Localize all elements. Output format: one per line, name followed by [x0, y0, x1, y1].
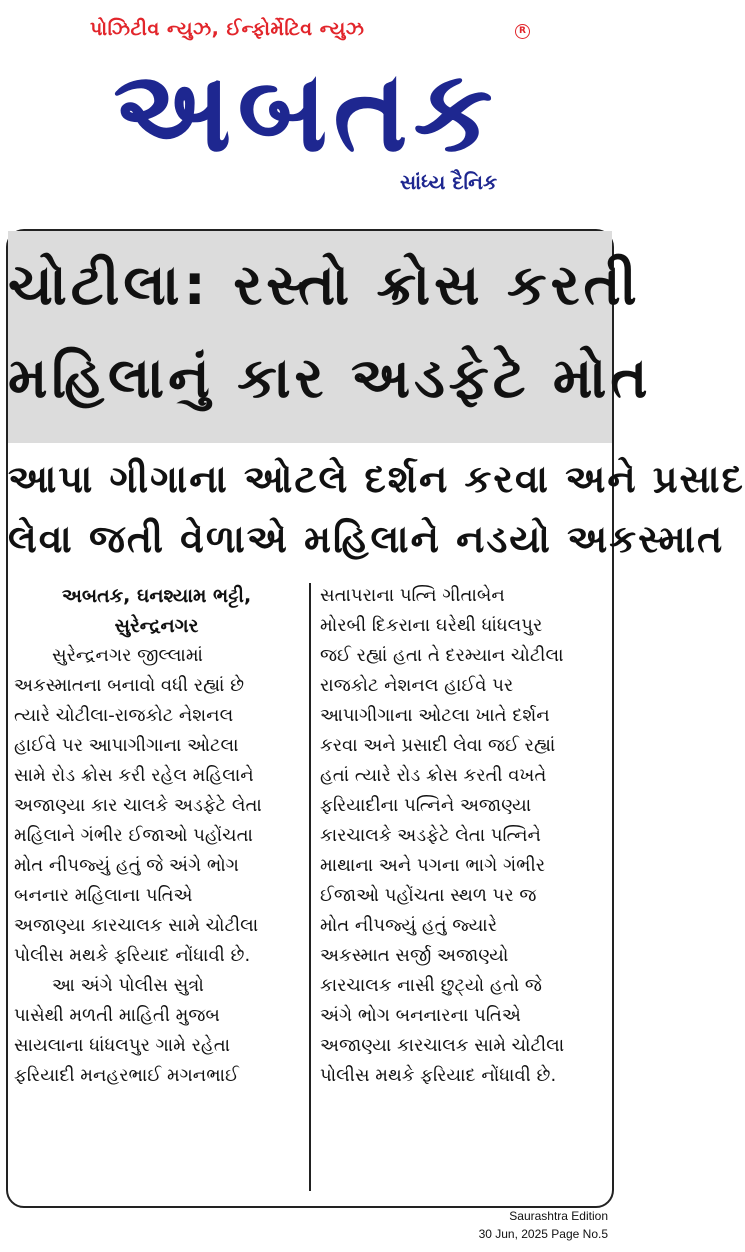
- article-text-line: કારચાલકે અડફેટે લેતા પત્નિને: [320, 825, 541, 846]
- article-text-line: સામે રોડ ક્રોસ કરી રહેલ મહિલાને: [14, 765, 254, 786]
- headline-line-1: ચોટીલા: રસ્તો ક્રોસ કરતી: [8, 253, 641, 318]
- article-text-line: પાસેથી મળતી માહિતી મુજબ: [14, 1005, 220, 1026]
- article-text-line: અજાણ્યા કાર ચાલકે અડફેટે લેતા: [14, 795, 262, 816]
- article-text-line: અજાણ્યા કારચાલક સામે ચોટીલા: [14, 915, 259, 936]
- byline-line: અબતક, ઘનશ્યામ ભટ્ટી,: [61, 585, 252, 607]
- left-column-text: [14, 641, 299, 1091]
- edition-name: Saurashtra Edition: [509, 1209, 608, 1223]
- subheadline-line-2: લેવા જતી વેળાએ મહિલાને નડયો અકસ્માત: [8, 517, 725, 561]
- article-text-line: મોત નીપજ્યું હતું જે અંગે ભોગ: [14, 855, 239, 876]
- article-text-line: હતાં ત્યારે રોડ ક્રોસ કરતી વખતે: [320, 765, 547, 786]
- article-text-line: અકસ્માત સર્જી અજાણ્યો: [320, 945, 509, 966]
- article-text-line: ત્યારે ચોટીલા-રાજકોટ નેશનલ: [14, 705, 234, 726]
- article-text-line: સતાપરાના પત્નિ ગીતાબેન: [320, 585, 505, 606]
- article-text-line: સાયલાના ધાંધલપુર ગામે રહેતા: [14, 1035, 231, 1056]
- article-text-line: હાઈવે પર આપાગીગાના ઓટલા: [14, 735, 239, 756]
- article-text-line: આપાગીગાના ઓટલા ખાતે દર્શન: [320, 705, 550, 726]
- edition-date-page: 30 Jun, 2025 Page No.5: [478, 1227, 608, 1241]
- article-text-line: અજાણ્યા કારચાલક સામે ચોટીલા: [320, 1035, 565, 1056]
- column-divider: [309, 583, 311, 1191]
- tagline: પોઝિટીવ ન્યુઝ, ઈન્ફોર્મેટિવ ન્યુઝ: [90, 18, 365, 40]
- article-text-line: ઈજાઓ પહોંચતા સ્થળ પર જ: [320, 885, 537, 906]
- article-text-line: કારચાલક નાસી છુટ્યો હતો જે: [320, 975, 542, 996]
- article-text-line: મહિલાને ગંભીર ઈજાઓ પહોંચતા: [14, 825, 253, 846]
- article-text-line: આ અંગે પોલીસ સુત્રો: [52, 975, 204, 996]
- masthead: [0, 0, 618, 230]
- article-column-left: [14, 581, 299, 1091]
- article-headline: [8, 231, 652, 443]
- article-text-line: બનનાર મહિલાના પતિએ: [14, 885, 193, 906]
- article-text-line: પોલીસ મથકે ફરિયાદ નોંધાવી છે.: [14, 945, 251, 966]
- byline-line: સુરેન્દ્રનગર: [114, 615, 199, 637]
- article-text-line: મોરબી દિકરાના ઘરેથી ધાંધલપુર: [320, 615, 543, 636]
- article-text-line: પોલીસ મથકે ફરિયાદ નોંધાવી છે.: [320, 1065, 557, 1086]
- masthead-subtitle: સાંધ્ય દૈનિક: [400, 170, 498, 194]
- article-card: [6, 229, 745, 1208]
- right-column-text: [320, 581, 605, 1091]
- article-text-line: અંગે ભોગ બનનારના પતિએ: [320, 1005, 521, 1026]
- article-text-line: ફરિયાદી મનહરભાઈ મગનભાઈ: [14, 1065, 239, 1086]
- article-text-line: અકસ્માતના બનાવો વધી રહ્યાં છે: [14, 675, 245, 696]
- article-text-line: સુરેન્દ્રનગર જીલ્લામાં: [52, 645, 203, 666]
- headline-line-2: મહિલાનું કાર અડફેટે મોત: [8, 346, 652, 411]
- newspaper-logo: [86, 46, 526, 177]
- article-text-line: કરવા અને પ્રસાદી લેવા જઈ રહ્યાં: [320, 735, 556, 756]
- article-text-line: જઈ રહ્યાં હતા તે દરમ્યાન ચોટીલા: [320, 645, 564, 666]
- subheadline-line-1: આપા ગીગાના ઓટલે દર્શન કરવા અને પ્રસાદ: [8, 457, 745, 501]
- article-text-line: મોત નીપજ્યું હતું જ્યારે: [320, 915, 498, 936]
- article-text-line: ફરિયાદીના પત્નિને અજાણ્યા: [320, 795, 532, 816]
- article-text-line: માથાના અને પગના ભાગે ગંભીર: [320, 855, 546, 876]
- byline: [14, 581, 299, 641]
- edition-footer: [479, 1207, 608, 1243]
- article-text-line: રાજકોટ નેશનલ હાઈવે પર: [320, 675, 514, 696]
- article-column-right: [320, 581, 605, 1091]
- registered-mark: R: [515, 24, 530, 39]
- logo-text: અબતક: [113, 47, 499, 177]
